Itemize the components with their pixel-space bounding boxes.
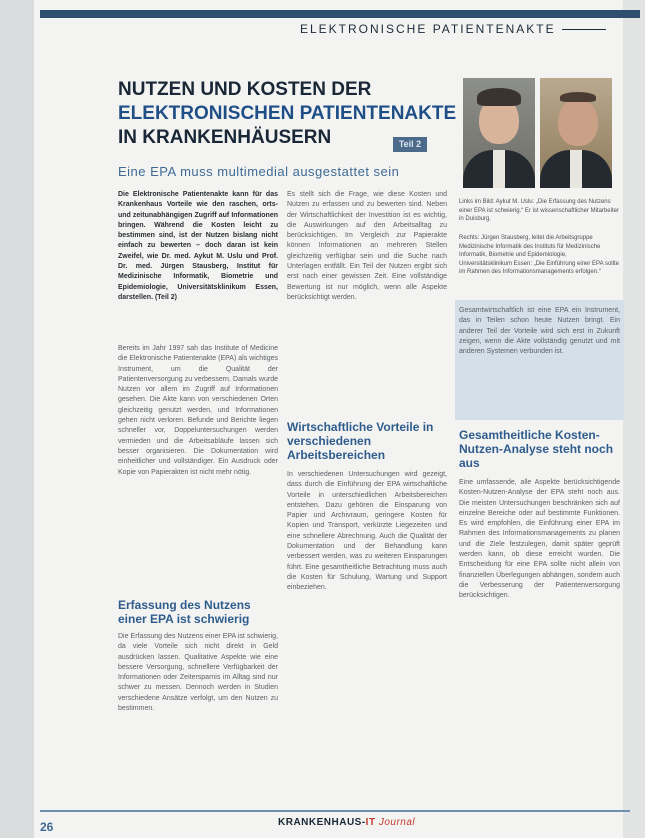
column-3-box-text bbox=[459, 306, 620, 414]
logo-text-b: IT bbox=[365, 817, 376, 828]
column-1-body bbox=[118, 344, 278, 586]
column-1-intro bbox=[118, 190, 278, 306]
photo-hair bbox=[560, 92, 596, 102]
photo-caption-1: Links im Bild: Aykut M. Uslu: „Die Erfassung des Nutzens einer EPA ist schwierig.“ Er ist wissenschaftlicher Mitarbeiter in Duisburg. bbox=[459, 199, 619, 223]
magazine-logo bbox=[278, 817, 415, 828]
column-2-body bbox=[287, 190, 447, 408]
photo-head bbox=[558, 98, 598, 146]
body-paragraph: Bereits im Jahr 1997 sah das Institute of Medicine die Elektronische Patientenakte (EPA) als wichtiges Instrument, um die Qualität der Patientenversorgung zu verbessern. Damals wurde Nutzen vor allem im Zugriff auf Informationen gesehen. Die Akte kann von verschiedenen Orten gleichzeitig genutzt werden, und Informationen gehen nicht verloren. Befunde und Berichte liegen schneller vor, Doppeluntersuchungen werden vermieden und die Arbeitsabläufe lassen sich besser organisieren. Die Dokumentation wird einheitlicher und vollständiger. Ein Ausdruck oder Kopie von Papierakten ist nicht mehr nötig. bbox=[118, 345, 278, 476]
left-gutter bbox=[0, 0, 34, 838]
photo-shirt bbox=[570, 150, 582, 188]
logo-text-a: KRANKENHAUS- bbox=[278, 817, 366, 828]
section-underline bbox=[562, 29, 606, 30]
page-number: 26 bbox=[40, 820, 54, 834]
article-subtitle: Eine EPA muss multimedial ausgestattet sein bbox=[118, 164, 400, 179]
photo-hair bbox=[477, 88, 521, 106]
body-paragraph: In verschiedenen Untersuchungen wird gezeigt, dass durch die Einführung der EPA wirtschaftliche Vorteile in unterschiedlichen Arbeitsbereichen entstehen. Dazu gehören die Einsparung von Papier und Archivraum, geringere Kosten für Kopien und Transport, verkürzte Liegezeiten und eine schnellere Abrechnung. Auch die Qualität der Dokumentation und der Behandlung kann verbessert werden, was zu weiteren Einsparungen führt. Eine gesamtheitliche Betrachtung muss auch die Kosten für Schulung, Wartung und Support einbeziehen. bbox=[287, 471, 447, 592]
title-line-2: ELEKTRONISCHEN PATIENTENAKTE bbox=[118, 103, 457, 124]
body-paragraph: Es stellt sich die Frage, wie diese Kosten und Nutzen zu erfassen und zu bewerten sind. Neben der Wirtschaftlichkeit der Investition ist es wichtig, die Auswirkungen auf den Arbeitsalltag zu berücksichtigen. Im Vergleich zur Papierakte können Informationen an mehreren Stellen gleichzeitig verfügbar sein und die Suche nach Unterlagen entfällt. Ein Teil der Nutzen ergibt sich erst nach einer gewissen Zeit. Eine vollständige Bewertung ist nur möglich, wenn alle Aspekte berücksichtigt werden. bbox=[287, 191, 447, 301]
top-bar bbox=[40, 10, 640, 18]
section-header-text: ELEKTRONISCHE PATIENTENAKTE bbox=[300, 22, 556, 36]
logo-text-c: Journal bbox=[375, 817, 416, 828]
subheading-wirtschaftlich: Wirtschaftliche Vorteile in verschiedenen Arbeitsbereichen bbox=[287, 420, 434, 462]
photo-caption-2: Rechts: Jürgen Stausberg, leitet die Arbeitsgruppe Medizinische Informatik des Instituts für Medizinische Informatik, Biometrie und Epidemiologie, Universitätsklinikum Essen: „Die Einführung einer EPA sollte im Rahmen des Informationsmanagements erfolgen.“ bbox=[459, 235, 619, 276]
column-1-body-2 bbox=[118, 632, 278, 802]
title-line-1: NUTZEN UND KOSTEN DER bbox=[118, 79, 372, 100]
section-header bbox=[300, 22, 606, 36]
author-photo-uslu bbox=[463, 78, 535, 188]
column-3-body bbox=[459, 478, 620, 804]
title-line-3: IN KRANKENHÄUSERN bbox=[118, 127, 332, 148]
column-2-body-2 bbox=[287, 470, 447, 804]
body-paragraph: Eine umfassende, alle Aspekte berücksichtigende Kosten-Nutzen-Analyse der EPA steht noch aus. Die meisten Untersuchungen beschränken sich auf einzelne Bereiche oder auf bestimmte Funktionen. Es wird empfohlen, die Einführung einer EPA im Rahmen des Informationsmanagements zu planen und die Ziele festzulegen, damit später geprüft werden kann, ob diese erreicht wurden. Die Entscheidung für eine EPA sollte nicht allein von finanziellen Überlegungen abhängen, sondern auch die Verbesserung der Patientenversorgung berücksichtigen. bbox=[459, 479, 620, 600]
subheading-erfassung: Erfassung des Nutzens einer EPA ist schwierig bbox=[118, 598, 251, 626]
subheading-gesamtheitlich: Gesamtheitliche Kosten-Nutzen-Analyse steht noch aus bbox=[459, 428, 614, 470]
right-gutter bbox=[623, 0, 645, 838]
footer-rule bbox=[40, 810, 630, 812]
body-paragraph: Die Erfassung des Nutzens einer EPA ist schwierig, da viele Vorteile sich nicht direkt in Geld ausdrücken lassen. Qualitative Aspekte wie eine bessere Versorgung, schnellere Verfügbarkeit der Informationen oder Zeitersparnis im Alltag sind nur schwer zu messen. Dennoch werden in Studien verschiedene Ansätze verfolgt, um den Nutzen zu bestimmen. bbox=[118, 633, 278, 713]
photo-shirt bbox=[493, 150, 505, 188]
body-paragraph: Gesamtwirtschaftlich ist eine EPA ein Instrument, das in Teilen schon heute Nutzen bringt. Ein anderer Teil der Vorteile wird sich erst in Zukunft zeigen, wenn die Akte vollständig genutzt und mit anderen Systemen verbunden ist. bbox=[459, 307, 620, 356]
author-photo-stausberg bbox=[540, 78, 612, 188]
part-badge: Teil 2 bbox=[393, 137, 427, 152]
intro-paragraph: Die Elektronische Patientenakte kann für das Krankenhaus Vorteile wie den raschen, orts- und zeitunabhängigen Zugriff auf Informationen bringen. Während die Kosten leicht zu bestimmen sind, ist der Nutzen bislang nicht einfach zu bewerten – doch daran ist kein Zweifel, wie Dr. med. Aykut M. Uslu und Prof. Dr. med. Jürgen Stausberg, Institut für Medizinische Informatik, Biometrie und Epidemiologie, Universitätsklinikum Essen, darstellen. (Teil 2) bbox=[118, 191, 278, 301]
